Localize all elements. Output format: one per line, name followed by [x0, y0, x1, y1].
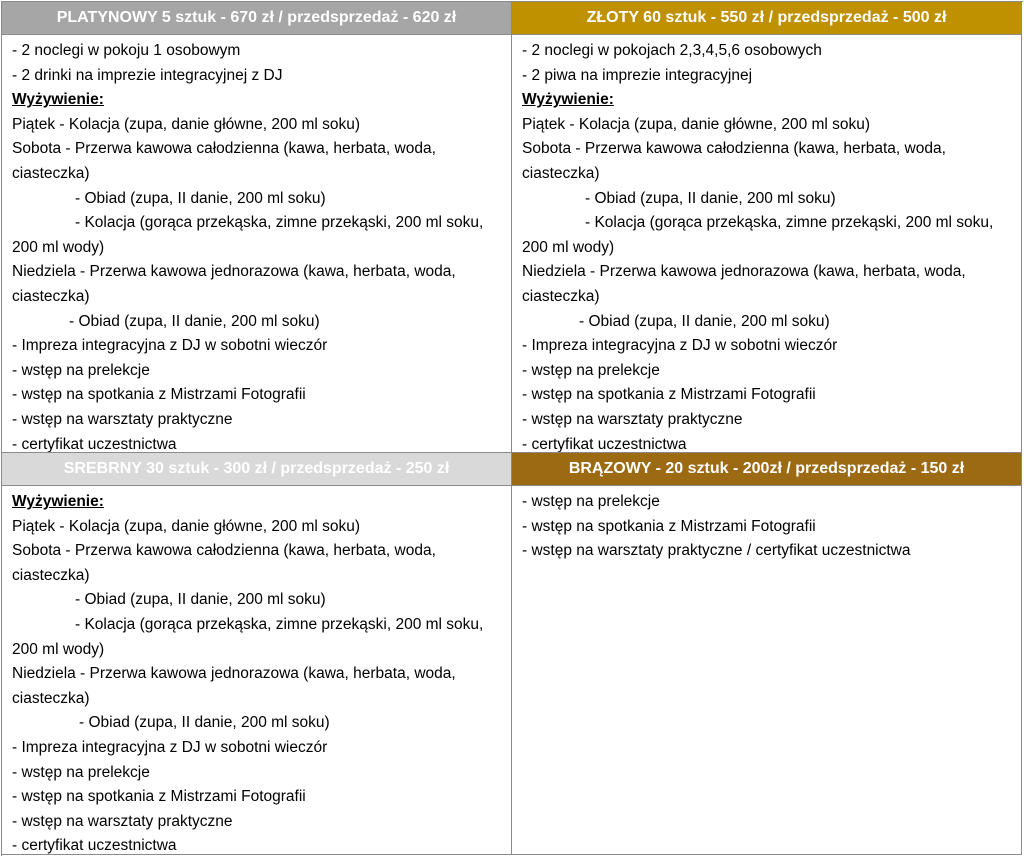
- list-item: - certyfikat uczestnictwa: [12, 837, 177, 855]
- srebrny-content: [2, 486, 512, 855]
- list-item: - Obiad (zupa, II danie, 200 ml soku): [75, 189, 326, 207]
- platynowy-content: [2, 35, 512, 453]
- list-item: Piątek - Kolacja (zupa, danie główne, 200 ml soku): [12, 115, 361, 133]
- list-item: - Kolacja (gorąca przekąska, zimne przekąski, 200 ml soku, 200 ml wody): [522, 214, 994, 256]
- section-heading: Wyżywienie:: [522, 91, 614, 109]
- list-item: - wstęp na warsztaty praktyczne: [12, 812, 233, 830]
- list-item: Niedziela - Przerwa kawowa jednorazowa (kawa, herbata, woda, ciasteczka): [522, 263, 966, 305]
- list-item: - Obiad (zupa, II danie, 200 ml soku): [579, 312, 830, 330]
- list-item: - Obiad (zupa, II danie, 200 ml soku): [79, 714, 330, 732]
- list-item: - 2 piwa na imprezie integracyjnej: [522, 66, 753, 84]
- section-heading: Wyżywienie:: [12, 493, 104, 510]
- list-item: - wstęp na prelekcje: [12, 763, 150, 781]
- brazowy-header: [512, 453, 1022, 486]
- list-item: - Impreza integracyjna z DJ w sobotni wieczór: [12, 738, 328, 756]
- list-item: Sobota - Przerwa kawowa całodzienna (kawa, herbata, woda, ciasteczka): [12, 140, 436, 182]
- platynowy-title: PLATYNOWY 5 sztuk - 670 zł / przedsprzedaż - 620 zł: [56, 9, 457, 26]
- list-item: Sobota - Przerwa kawowa całodzienna (kawa, herbata, woda, ciasteczka): [12, 542, 436, 584]
- list-item: - wstęp na spotkania z Mistrzami Fotografii: [12, 788, 306, 806]
- list-item: - Impreza integracyjna z DJ w sobotni wieczór: [12, 337, 328, 355]
- list-item: - wstęp na spotkania z Mistrzami Fotografii: [522, 517, 816, 535]
- list-item: Piątek - Kolacja (zupa, danie główne, 200 ml soku): [12, 517, 361, 535]
- list-item: - certyfikat uczestnictwa: [522, 435, 687, 453]
- brazowy-title: BRĄZOWY - 20 sztuk - 200zł / przedsprzedaż - 150 zł: [568, 460, 965, 477]
- list-item: - 2 noclegi w pokoju 1 osobowym: [12, 42, 241, 59]
- srebrny-title: SREBRNY 30 sztuk - 300 zł / przedsprzedaż - 250 zł: [63, 460, 450, 477]
- list-item: - wstęp na spotkania z Mistrzami Fotografii: [522, 386, 816, 404]
- list-item: Sobota - Przerwa kawowa całodzienna (kawa, herbata, woda, ciasteczka): [522, 140, 946, 182]
- list-item: - certyfikat uczestnictwa: [12, 435, 177, 453]
- list-item: - wstęp na prelekcje: [522, 361, 660, 379]
- list-item: - Kolacja (gorąca przekąska, zimne przekąski, 200 ml soku, 200 ml wody): [12, 615, 484, 658]
- list-item: - Impreza integracyjna z DJ w sobotni wieczór: [522, 337, 838, 355]
- list-item: - wstęp na warsztaty praktyczne: [522, 410, 743, 428]
- list-item: Niedziela - Przerwa kawowa jednorazowa (kawa, herbata, woda, ciasteczka): [12, 665, 456, 707]
- section-heading: Wyżywienie:: [12, 91, 104, 109]
- list-item: Niedziela - Przerwa kawowa jednorazowa (kawa, herbata, woda, ciasteczka): [12, 263, 456, 305]
- brazowy-content: [512, 486, 1022, 855]
- pricing-table: [1, 1, 1023, 856]
- list-item: - Kolacja (gorąca przekąska, zimne przekąski, 200 ml soku, 200 ml wody): [12, 214, 484, 256]
- list-item: - 2 drinki na imprezie integracyjnej z DJ: [12, 66, 283, 84]
- zloty-header: [512, 2, 1022, 35]
- list-item: - wstęp na prelekcje: [12, 361, 150, 379]
- list-item: - Obiad (zupa, II danie, 200 ml soku): [585, 189, 836, 207]
- list-item: - Obiad (zupa, II danie, 200 ml soku): [75, 591, 326, 609]
- list-item: Piątek - Kolacja (zupa, danie główne, 200 ml soku): [522, 115, 871, 133]
- zloty-content: [512, 35, 1022, 453]
- list-item: - wstęp na spotkania z Mistrzami Fotografii: [12, 386, 306, 404]
- platynowy-header: [2, 2, 512, 35]
- srebrny-header: [2, 453, 512, 486]
- zloty-title: ZŁOTY 60 sztuk - 550 zł / przedsprzedaż - 500 zł: [586, 9, 947, 26]
- list-item: - 2 noclegi w pokojach 2,3,4,5,6 osobowych: [522, 42, 822, 59]
- list-item: - wstęp na warsztaty praktyczne / certyfikat uczestnictwa: [522, 542, 911, 560]
- list-item: - wstęp na prelekcje: [522, 493, 660, 510]
- list-item: - wstęp na warsztaty praktyczne: [12, 410, 233, 428]
- list-item: - Obiad (zupa, II danie, 200 ml soku): [69, 312, 320, 330]
